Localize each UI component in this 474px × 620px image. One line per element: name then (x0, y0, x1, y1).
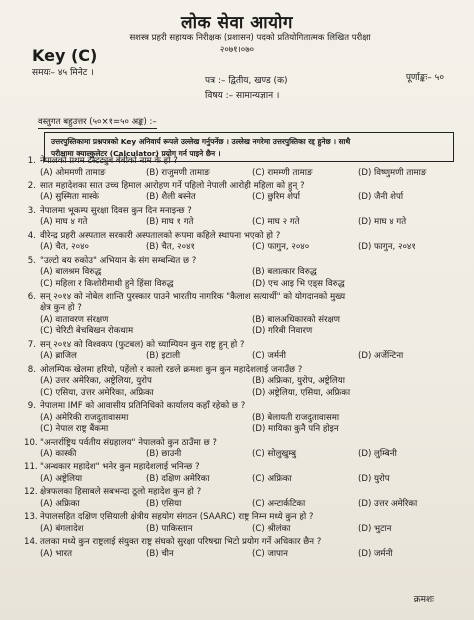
answer-option: (C) सोलुखुम्बु (252, 449, 297, 460)
question-text: "अन्तर्राष्ट्रिय पर्वतीय संग्रहालय" नेपालको कुन ठाउँमा छ ? (40, 437, 217, 448)
answer-option: (B) शैली बस्नेत (146, 192, 196, 203)
answer-option: (D) मायिका कुनै पनि होइन (252, 424, 339, 435)
question-text: सात महादेशका सात उच्च हिमाल आरोहण गर्ने पहिलो नेपाली आरोही महिला को हुन् ? (40, 180, 305, 191)
question-number: 14. (24, 537, 38, 548)
answer-option: (A) कास्की (40, 449, 77, 460)
answer-option: (A) सुस्मिता मास्के (40, 192, 99, 203)
continued-label: क्रमशः (413, 595, 434, 605)
question-number: 5. (27, 255, 36, 266)
question-number: 1. (27, 156, 36, 166)
question-indent (24, 303, 40, 315)
question-text: सन् २०१४ को नोबेल शान्ति पुरस्कार पाउने भारतीय नागरिक "कैलाश सत्यार्थी" को योगदानको मुख्य (40, 291, 346, 302)
option-list (24, 413, 464, 436)
section-heading: वस्तुगत बहुउत्तर (५०×१=५० अङ्क) :– (38, 117, 157, 127)
answer-option: (C) श्रीलंका (252, 523, 291, 534)
answer-option: (A) अष्ट्रेलिया (40, 473, 83, 484)
question-item (24, 401, 464, 436)
page-title: लोक सेवा आयोग (181, 13, 293, 33)
question-text: सन् २०१४ को विश्वकप (फुटबल) को च्याम्पियन कुन राष्ट्र हुन् हो ? (40, 339, 245, 350)
answer-option: (D) युरोप (358, 473, 390, 484)
question-line (24, 256, 464, 268)
question-number: 3. (27, 205, 36, 216)
question-line (24, 156, 464, 168)
answer-option: (B) बालअधिकारको संरक्षण (252, 314, 340, 325)
answer-option: (D) माघ ४ गते (358, 217, 407, 228)
answer-option: (A) चैत, २०४० (40, 242, 90, 253)
question-item (24, 462, 464, 485)
question-line (24, 231, 464, 243)
question-number: 8. (27, 364, 36, 375)
option-list (24, 192, 464, 204)
answer-option: (A) बालश्रम विरुद्ध (40, 267, 102, 278)
option-list (24, 315, 464, 338)
answer-option: (A) ओममणी तामाङ (40, 167, 106, 178)
answer-option: (C) नेपाल राष्ट्र बैंकमा (40, 424, 109, 435)
answer-option: (A) भारत (40, 548, 72, 559)
subject-label: विषय :– सामान्यज्ञान । (205, 91, 280, 101)
question-number: 13. (24, 512, 38, 523)
answer-option: (B) चैत, २०४१ (146, 242, 196, 253)
option-list (24, 351, 464, 363)
question-item (24, 292, 464, 338)
answer-key-label: Key (C) (32, 46, 98, 65)
answer-option: (D) गरिबी निवारण (252, 326, 313, 337)
question-line (24, 340, 464, 352)
question-text: तलका मध्ये कुन राष्ट्रलाई संयुक्त राष्ट्र संघको सुरक्षा परिषद्मा भिटो प्रयोग गर्ने अधिकार छैन ? (40, 537, 322, 548)
answer-option: (A) अफ्रिका (40, 498, 80, 509)
question-text: नेपालसहित दक्षिण एसियाली क्षेत्रीय सहयोग संगठन (SAARC) राष्ट्र निम्न मध्ये कुन हो ? (40, 512, 314, 523)
question-item (24, 181, 464, 204)
question-line (24, 487, 464, 499)
answer-option: (A) उत्तर अमेरिका, अष्ट्रेलिया, युरोप (40, 376, 152, 387)
question-item (24, 231, 464, 254)
question-item (24, 340, 464, 363)
question-text-continued: क्षेत्र कुन हो ? (40, 303, 82, 314)
question-number: 4. (27, 230, 36, 241)
answer-option: (D) अष्ट्रेलिया, एसिया, अफ्रिका (252, 387, 351, 398)
answer-option: (C) जापान (252, 548, 288, 559)
option-list (24, 376, 464, 399)
question-item (24, 206, 464, 229)
answer-option: (D) अर्जेन्टिना (358, 351, 404, 362)
question-line (24, 438, 464, 450)
answer-option: (B) दक्षिण अमेरिका (146, 473, 210, 484)
answer-option: (B) इटाली (146, 351, 181, 362)
option-list (24, 549, 464, 561)
question-line (24, 181, 464, 193)
time-allowed: समयः– ४५ मिनेट । (32, 68, 94, 78)
answer-option: (D) विष्णुमणी तामाङ (358, 167, 427, 178)
question-number: 10. (24, 437, 38, 448)
question-item (24, 487, 464, 510)
answer-option: (B) अफ्रिका, युरोप, अष्ट्रेलिया (252, 376, 345, 387)
answer-option: (B) पाकिस्तान (146, 523, 193, 534)
question-number: 7. (27, 339, 36, 350)
answer-option: (D) फागुन, २०४१ (358, 242, 416, 253)
question-item (24, 256, 464, 291)
answer-option: (C) रामम्णी तामाङ (252, 167, 313, 178)
answer-option: (C) माघ २ गते (252, 217, 300, 228)
question-text: क्षेत्रफलका हिसाबले सबभन्दा ठूलो महादेश कुन हो ? (40, 487, 202, 498)
option-list (24, 499, 464, 511)
exam-subtitle: सशस्त्र प्रहरी सहायक निरीक्षक (प्रशासन) पदको प्रतियोगितात्मक लिखित परीक्षा (129, 33, 371, 43)
instruction-line: परीक्षामा क्याल्कुलेटर (Calculator) प्रयोग गर्न पाइने छैन । (51, 149, 221, 158)
option-list (24, 474, 464, 486)
answer-option: (C) एसिया, उत्तर अमेरिका, अफ्रिका (40, 387, 154, 398)
answer-option: (A) बंगलादेश (40, 523, 84, 534)
answer-option: (C) जर्मनी (252, 351, 286, 362)
answer-option: (A) वातावरण संरक्षण (40, 314, 109, 325)
question-line (24, 537, 464, 549)
question-line (24, 303, 464, 315)
answer-option: (B) राजुमणी तामाङ (146, 167, 210, 178)
question-text: "अन्धकार महादेश" भनेर कुन महादेशलाई भनिन्छ ? (40, 462, 200, 473)
question-list (24, 156, 464, 562)
option-list (24, 168, 464, 180)
question-text: "उल्टो बय रुकोउ" अभियान के संग सम्बन्धित छ ? (40, 255, 197, 266)
question-line (24, 512, 464, 524)
question-item (24, 537, 464, 560)
answer-option: (D) भुटान (358, 523, 392, 534)
question-text: ओलम्पिक खेलमा हरियो, पहेंलो र कालो रङले क्रमशः कुन कुन महादेशलाई जनाउँछ ? (40, 364, 303, 375)
answer-option: (A) अमेरिकी राजदुतावासमा (40, 412, 129, 423)
answer-option: (B) बेलायती राजदुतावासमा (252, 412, 340, 423)
answer-option: (C) अफ्रिका (252, 473, 292, 484)
question-number: 9. (27, 401, 36, 412)
question-item (24, 156, 464, 179)
exam-year: २०७१।०७० (219, 45, 255, 55)
answer-option: (B) चीन (146, 548, 174, 559)
option-list (24, 242, 464, 254)
option-list (24, 449, 464, 461)
question-line (24, 462, 464, 474)
question-line (24, 401, 464, 413)
question-line (24, 365, 464, 377)
answer-option: (B) बलात्कार विरुद्ध (252, 267, 317, 278)
question-item (24, 365, 464, 400)
question-item (24, 438, 464, 461)
question-text: वीरेन्द्र प्रहरी अस्पताल सरकारी अस्पतालको रूपमा कहिले स्थापना भएको हो ? (40, 230, 281, 241)
answer-option: (A) ब्राजिल (40, 351, 77, 362)
answer-option: (A) माघ ४ गते (40, 217, 88, 228)
answer-option: (B) एसिया (146, 498, 182, 509)
answer-option: (C) छुरिम शेर्पा (252, 192, 301, 203)
question-number: 6. (27, 291, 36, 302)
instruction-line: उत्तरपुस्तिकामा प्रश्नपत्रको Key अनिवार्य रूपले उल्लेख गर्नुपर्नेछ । उल्लेख नगरेमा उत्तरपुस्तिका रद्द हुनेछ । साथै (51, 137, 351, 146)
answer-option: (C) फागुन, २०४० (252, 242, 310, 253)
answer-option: (C) अन्टार्कटिका (252, 498, 306, 509)
full-marks: पूर्णाङ्कः– ५० (405, 73, 444, 83)
option-list (24, 524, 464, 536)
question-number: 12. (24, 487, 38, 498)
question-number: 11. (24, 462, 38, 473)
option-list (24, 267, 464, 290)
answer-option: (C) महिला र किशोरीमाथी हुने हिंसा विरुद्ध (40, 278, 174, 289)
answer-option: (D) लुम्बिनी (358, 449, 397, 460)
question-text: नेपालको प्रथम टेस्टट्युब बेबीको नाम के हो ? (40, 156, 178, 166)
question-text: नेपालमा भूकम्प सुरक्षा दिवस कुन दिन मनाइन्छ ? (40, 205, 192, 216)
question-line (24, 206, 464, 218)
question-line (24, 292, 464, 304)
answer-option: (C) चेरिटी बेचबिखन रोकथाम (40, 326, 134, 337)
answer-option: (D) जर्मनी (358, 548, 393, 559)
question-text: नेपालमा IMF को आवासीय प्रतिनिधिको कार्यालय कहाँ रहेको छ ? (40, 401, 246, 412)
answer-option: (B) माघ १ गते (146, 217, 194, 228)
answer-option: (D) उत्तर अमेरिका (358, 498, 418, 509)
answer-option: (D) जैनी शेर्पा (358, 192, 404, 203)
paper-label: पत्र :– द्वितीय, खण्ड (क) (205, 76, 288, 86)
answer-option: (B) छाउनी (146, 449, 182, 460)
answer-option: (D) एच आइ भि एड्स विरुद्ध (252, 278, 345, 289)
question-item (24, 512, 464, 535)
option-list (24, 217, 464, 229)
question-number: 2. (27, 180, 36, 191)
